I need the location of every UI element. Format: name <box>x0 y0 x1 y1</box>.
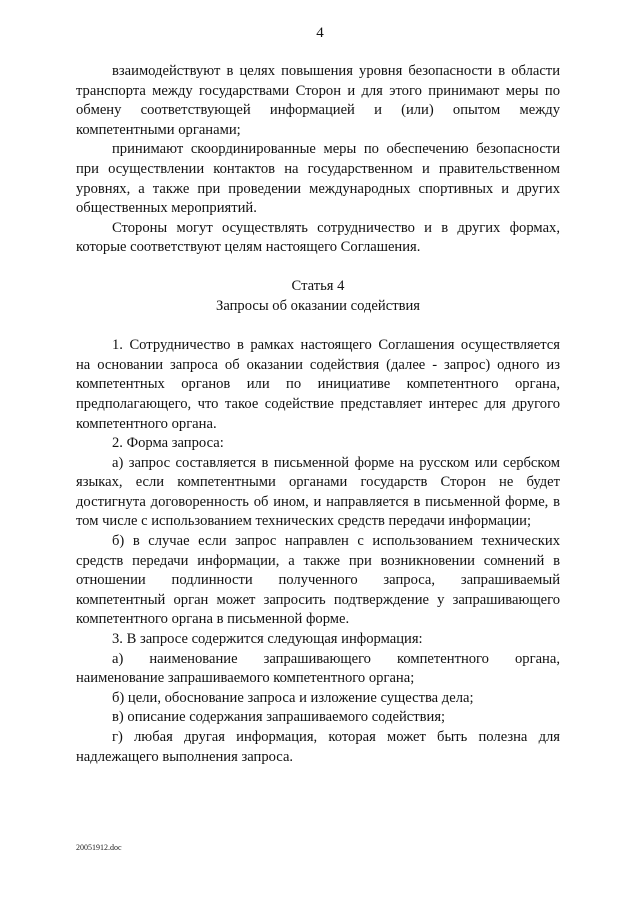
article-paragraph-9: г) любая другая информация, которая может быть полезна для надлежащего выполнения запроса. <box>76 729 560 765</box>
article-paragraph-4: б) в случае если запрос направлен с использованием технических средств передачи информации, а также при возникновении сомнений в отношении подлинности полученного запроса, запрашиваемый компетентный орган может запросить подтверждение у запрашивающего компетентного органа в письменной форме. <box>76 533 560 628</box>
article-paragraph-5: 3. В запросе содержится следующая информация: <box>112 631 423 648</box>
article-paragraph-8: в) описание содержания запрашиваемого содействия; <box>112 709 446 726</box>
document-body <box>76 62 560 767</box>
intro-paragraph-2: принимают скоординированные меры по обеспечению безопасности при осуществлении контактов на государственном и правительственном уровнях, а также при проведении международных спортивных и других общественных мероприятий. <box>76 141 560 217</box>
article-paragraph-3: а) запрос составляется в письменной форме на русском или сербском языках, если компетентными органами государств Сторон не будет достигнута договоренность об ином, и направляется в письменной форме, в том числе с использованием технических средств передачи информации; <box>76 454 560 530</box>
article-paragraph-1: 1. Сотрудничество в рамках настоящего Соглашения осуществляется на основании запроса об оказании содействия (далее - запрос) одного из компетентных органов или по инициативе компетентного органа, предполагающего, что такое содействие представляет интерес для другого компетентного органа. <box>76 337 560 432</box>
intro-paragraph-3: Стороны могут осуществлять сотрудничество и в других формах, которые соответствуют целям настоящего Соглашения. <box>76 219 560 256</box>
article-paragraph-7: б) цели, обоснование запроса и изложение существа дела; <box>112 689 474 706</box>
article-paragraph-6: а) наименование запрашивающего компетентного органа, наименование запрашиваемого компетентного органа; <box>76 650 560 687</box>
article-header <box>76 277 560 316</box>
article-paragraph-2: 2. Форма запроса: <box>112 435 224 452</box>
page-number: 4 <box>316 25 324 41</box>
article-heading: Статья 4 <box>291 277 345 294</box>
article-title: Запросы об оказании содействия <box>216 297 420 314</box>
intro-paragraph-1: взаимодействуют в целях повышения уровня безопасности в области транспорта между государствами Сторон и для этого принимают меры по обмену соответствующей информацией и (или) опытом между компетентными органами; <box>76 63 560 138</box>
footer-filename: 20051912.doc <box>76 843 122 852</box>
